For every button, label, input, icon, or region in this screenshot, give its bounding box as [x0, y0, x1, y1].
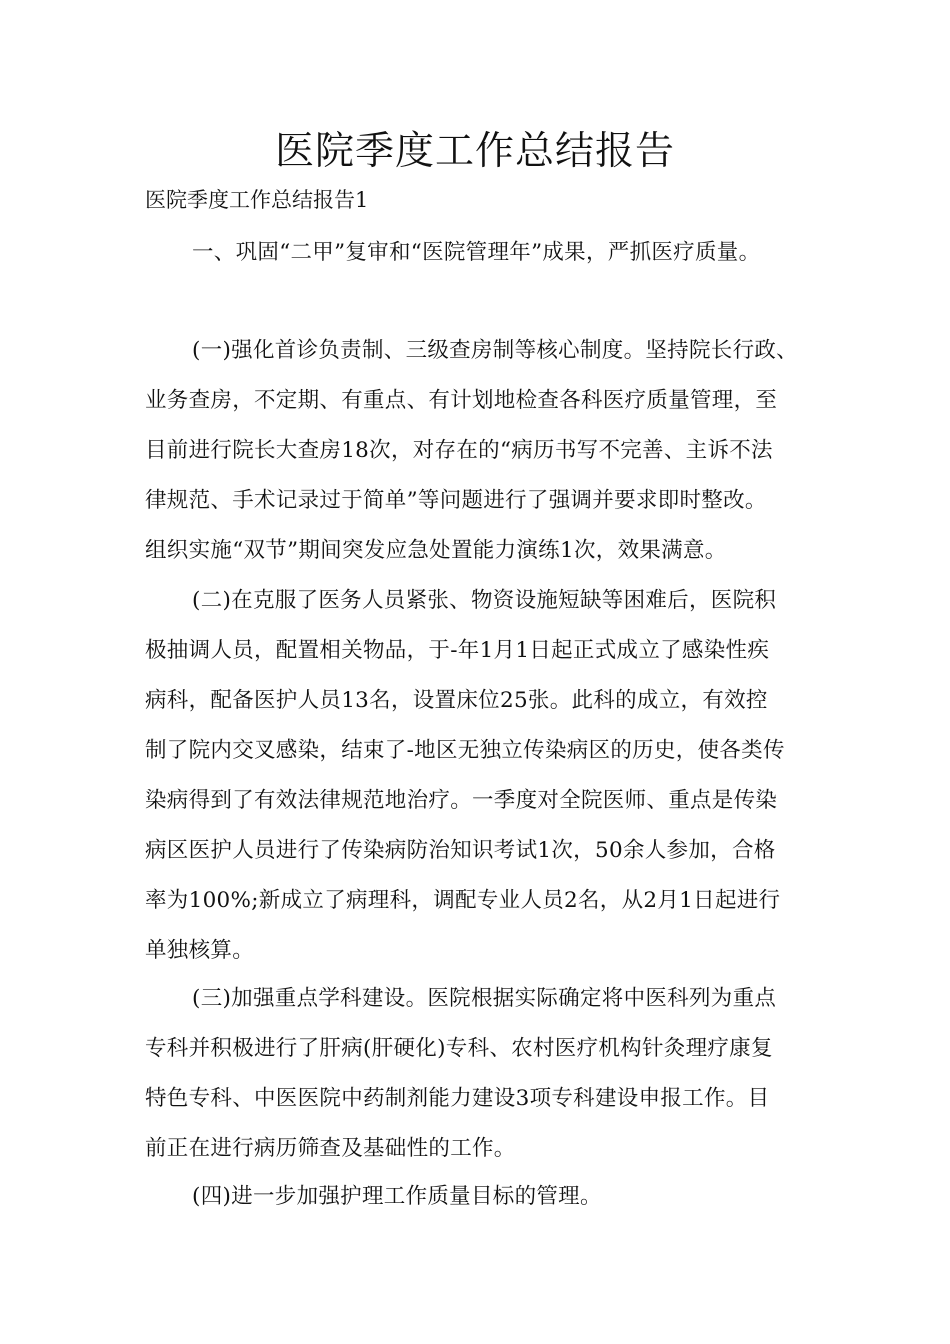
paragraph-line: 律规范、手术记录过于简单”等问题进行了强调并要求即时整改。: [145, 488, 767, 513]
document-title: 医院季度工作总结报告: [274, 129, 675, 174]
paragraph-line: 制了院内交叉感染，结束了-地区无独立传染病区的历史，使各类传: [145, 738, 785, 763]
paragraph-line: 染病得到了有效法律规范地治疗。一季度对全院医师、重点是传染: [145, 788, 778, 813]
paragraph-4: [145, 1172, 815, 1222]
paragraph-line: 一、巩固“二甲”复审和“医院管理年”成果，严抓医疗质量。: [192, 240, 761, 265]
paragraph-line: 业务查房，不定期、有重点、有计划地检查各科医疗质量管理，至: [145, 388, 778, 413]
paragraph-2: [145, 576, 815, 976]
paragraph-line: 特色专科、中医医院中药制剂能力建设3项专科建设申报工作。目: [145, 1086, 770, 1111]
paragraph-3: [145, 974, 815, 1174]
paragraph-line: 病区医护人员进行了传染病防治知识考试1次，50余人参加，合格: [145, 838, 776, 863]
paragraph-line: 专科并积极进行了肝病(肝硬化)专科、农村医疗机构针灸理疗康复: [145, 1036, 773, 1061]
paragraph-line: 率为100%;新成立了病理科，调配专业人员2名，从2月1日起进行: [145, 888, 781, 913]
paragraph-line: (一)强化首诊负责制、三级查房制等核心制度。坚持院长行政、: [192, 338, 798, 363]
section-heading: [145, 228, 815, 278]
paragraph-line: 单独核算。: [145, 938, 255, 963]
document-subtitle: 医院季度工作总结报告1: [145, 188, 369, 212]
paragraph-line: 前正在进行病历筛查及基础性的工作。: [145, 1136, 516, 1161]
paragraph-line: 目前进行院长大查房18次，对存在的“病历书写不完善、主诉不法: [145, 438, 773, 463]
paragraph-line: (二)在克服了医务人员紧张、物资设施短缺等困难后，医院积: [192, 588, 777, 613]
paragraph-line: 病科，配备医护人员13名，设置床位25张。此科的成立，有效控: [145, 688, 768, 713]
paragraph-line: 极抽调人员，配置相关物品，于-年1月1日起正式成立了感染性疾: [145, 638, 770, 663]
paragraph-line: (四)进一步加强护理工作质量目标的管理。: [192, 1184, 602, 1209]
paragraph-1: [145, 326, 815, 576]
paragraph-line: (三)加强重点学科建设。医院根据实际确定将中医科列为重点: [192, 986, 777, 1011]
paragraph-line: 组织实施“双节”期间突发应急处置能力演练1次，效果满意。: [145, 538, 727, 563]
